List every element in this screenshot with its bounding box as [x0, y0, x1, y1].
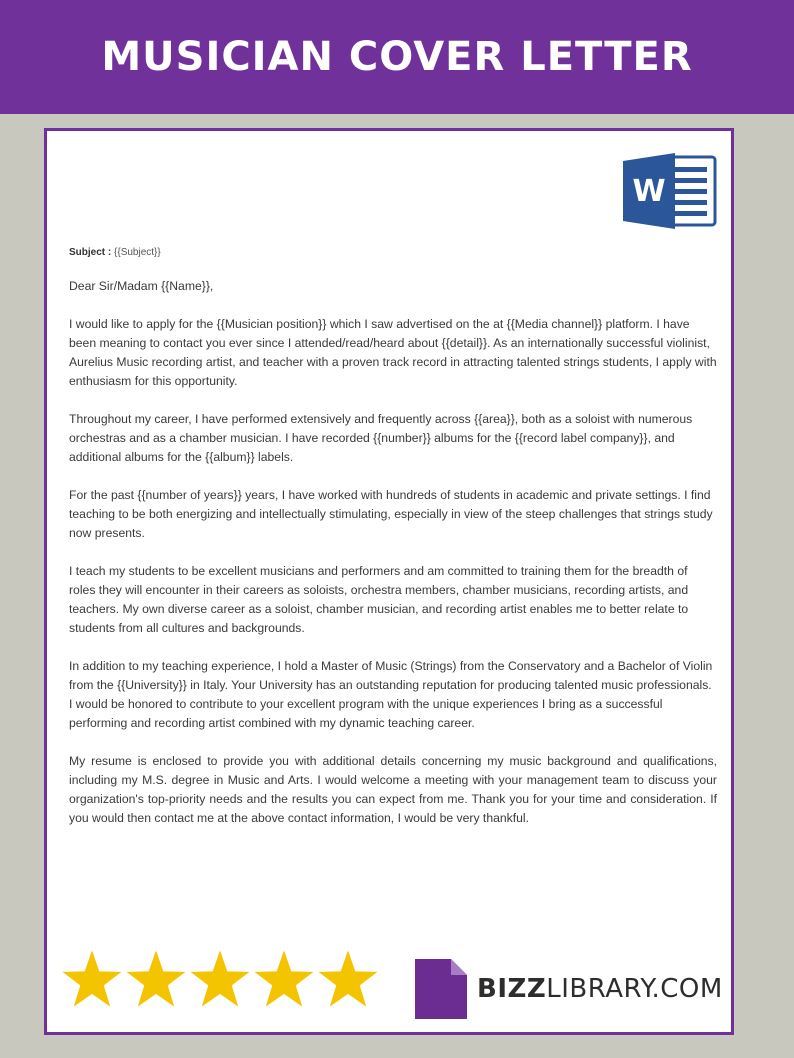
star-icon [317, 949, 379, 1009]
subject-label: Subject : [69, 247, 112, 258]
greeting: Dear Sir/Madam {{Name}}, [69, 279, 214, 293]
paragraph: Throughout my career, I have performed extensively and frequently across {{area}}, both as a soloist with numerous orchestras and as a chamber musician. I have recorded {{number}} albums for the {{record label company}}, and additional albums for the {{album}} labels. [69, 412, 693, 464]
paragraph: In addition to my teaching experience, I hold a Master of Music (Strings) from the Conservatory and a Bachelor of Violin from the {{University}} in Italy. Your University has an outstanding reputation for producing talented music professionals. I would be honored to contribute to your excellent program with the unique experiences I bring as a successful performing and recording artist combined with my dynamic teaching career. [69, 659, 713, 730]
brand-name-bold: BIZZ [477, 974, 547, 1004]
star-icon [125, 949, 187, 1009]
header-banner [0, 0, 794, 114]
bizzlibrary-logo [415, 959, 723, 1019]
star-rating [61, 949, 379, 1009]
star-icon [61, 949, 123, 1009]
paragraph: I teach my students to be excellent musicians and performers and am committed to training them for the breadth of roles they will encounter in their careers as soloists, orchestra members, chamber musicians, recording artists, and teachers. My own diverse career as a soloist, chamber musician, and recording artist enables me to better relate to students from all cultures and backgrounds. [69, 564, 689, 635]
cover-letter-body [69, 247, 717, 847]
page-title: MUSICIAN COVER LETTER [101, 34, 693, 80]
subject-line [69, 247, 717, 259]
paragraph: My resume is enclosed to provide you with additional details concerning my music background and qualifications, including my M.S. degree in Music and Arts. I would welcome a meeting with your management team to discuss your organization's top-priority needs and the results you can expect from me. Thank you for your time and consideration. If you would then contact me at the above contact information, I would be very thankful. [69, 754, 717, 825]
bizzlibrary-icon [415, 959, 467, 1019]
paragraph: I would like to apply for the {{Musician position}} which I saw advertised on the at {{Media channel}} platform. I have been meaning to contact you ever since I attended/read/heard about {{detail}}. As an internationally successful violinist, Aurelius Music recording artist, and teacher with a proven track record in attracting talented strings students, I apply with enthusiasm for this opportunity. [69, 317, 717, 388]
brand-name-regular: LIBRARY.COM [546, 974, 723, 1004]
star-icon [253, 949, 315, 1009]
paragraph: For the past {{number of years}} years, I have worked with hundreds of students in academic and private settings. I find teaching to be both energizing and intellectually stimulating, especially in view of the steep challenges that strings study now presents. [69, 488, 713, 540]
subject-value: {{Subject}} [111, 247, 161, 258]
word-icon-letter: W [632, 174, 666, 209]
brand-name [477, 974, 723, 1004]
star-icon [189, 949, 251, 1009]
document-preview [44, 128, 734, 1035]
word-icon [623, 151, 717, 231]
